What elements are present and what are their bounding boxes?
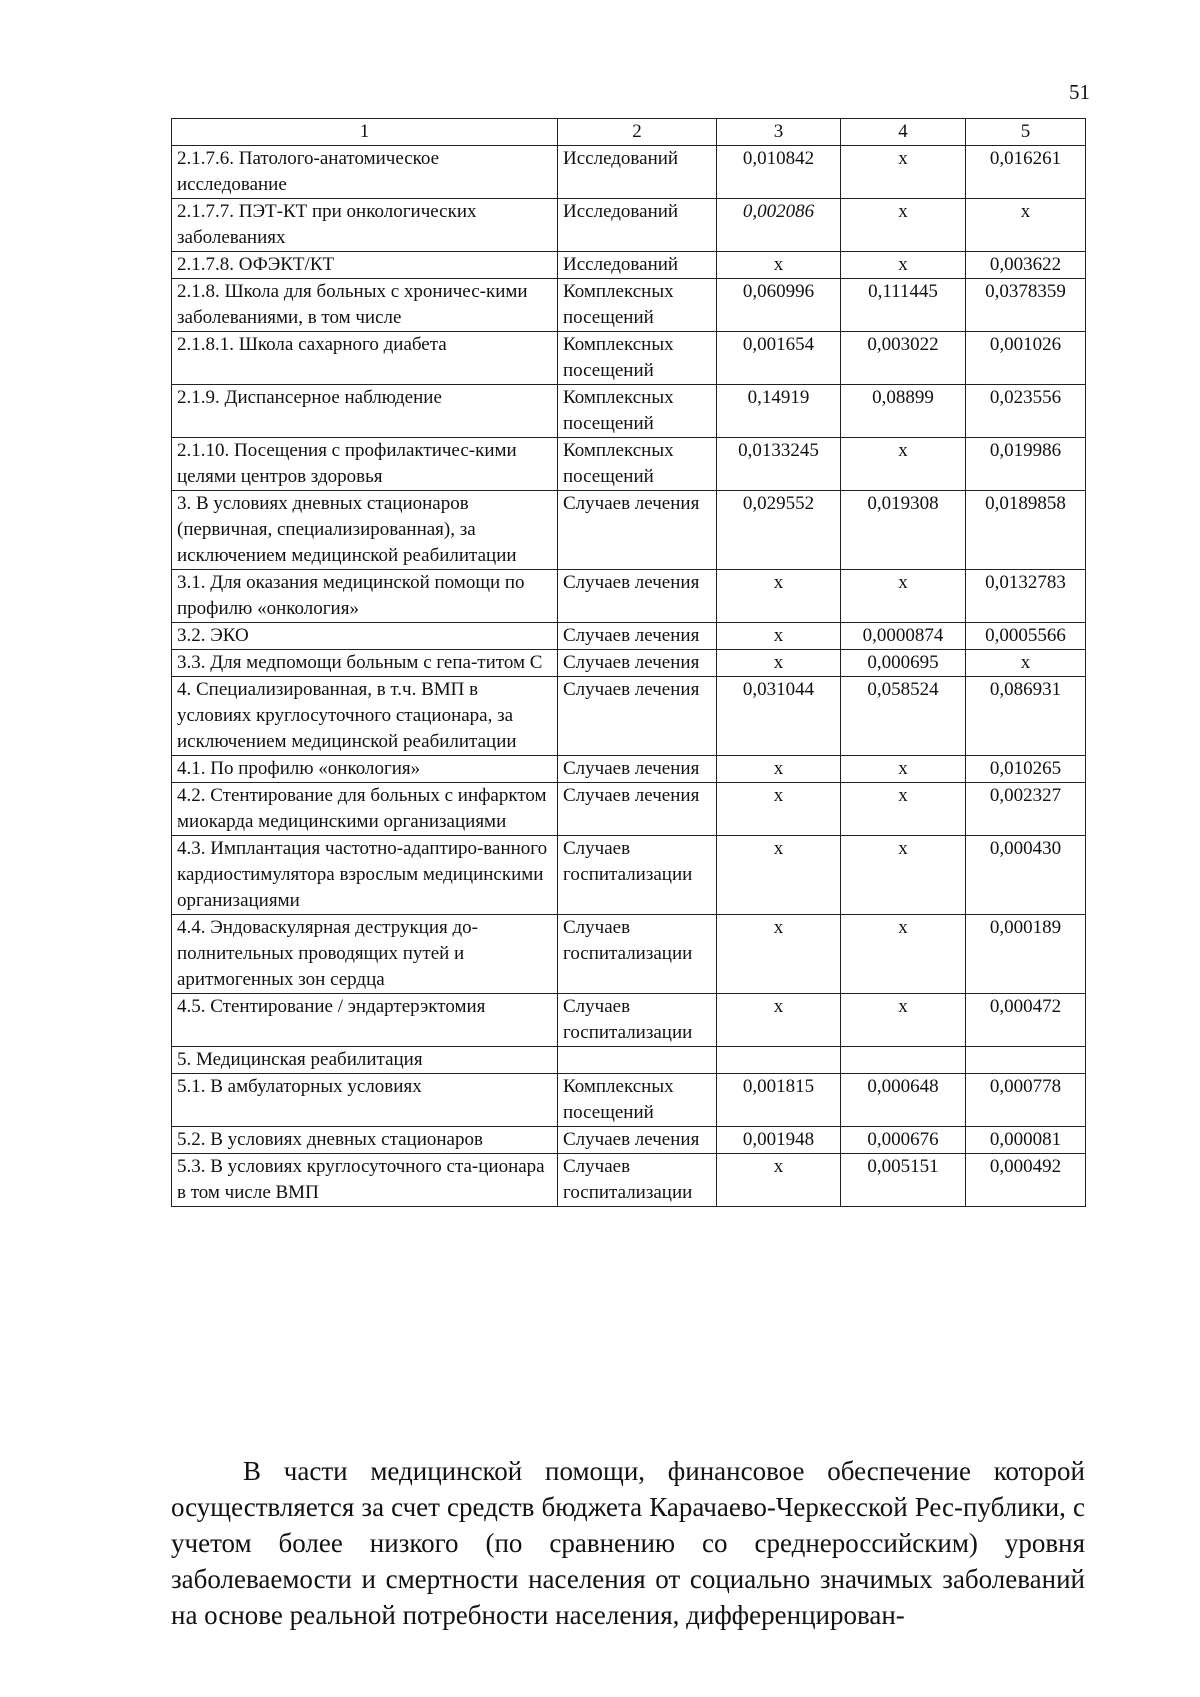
value-cell-5: 0,000081 — [966, 1127, 1086, 1154]
row-name-cell: 2.1.10. Посещения с профилактичес-кими целями центров здоровья — [172, 438, 558, 491]
value-cell-5: 0,023556 — [966, 385, 1086, 438]
value-cell-3: 0,010842 — [717, 146, 841, 199]
row-name-cell: 5.3. В условиях круглосуточного ста-ционара в том числе ВМП — [172, 1154, 558, 1207]
value-cell-5 — [966, 1047, 1086, 1074]
table-row — [172, 570, 1086, 623]
value-cell-5: х — [966, 650, 1086, 677]
value-cell-3: 0,0133245 — [717, 438, 841, 491]
table-row — [172, 332, 1086, 385]
row-name-cell: 3.1. Для оказания медицинской помощи по профилю «онкология» — [172, 570, 558, 623]
row-name-cell: 2.1.8.1. Школа сахарного диабета — [172, 332, 558, 385]
row-name-cell: 4. Специализированная, в т.ч. ВМП в условиях круглосуточного стационара, за исключением медицинской реабилитации — [172, 677, 558, 756]
row-name-cell: 3.3. Для медпомощи больным с гепа-титом С — [172, 650, 558, 677]
value-cell-4: х — [841, 915, 966, 994]
table-row — [172, 1154, 1086, 1207]
table-row — [172, 438, 1086, 491]
value-cell-5: 0,000189 — [966, 915, 1086, 994]
value-cell-3: 0,029552 — [717, 491, 841, 570]
table-row — [172, 146, 1086, 199]
unit-cell: Комплексных посещений — [558, 438, 717, 491]
unit-cell: Исследований — [558, 252, 717, 279]
value-cell-3: х — [717, 650, 841, 677]
value-cell-3: х — [717, 252, 841, 279]
value-cell-3: х — [717, 756, 841, 783]
value-cell-4: х — [841, 199, 966, 252]
unit-cell: Случаев лечения — [558, 623, 717, 650]
value-cell-5: 0,010265 — [966, 756, 1086, 783]
unit-cell: Случаев лечения — [558, 783, 717, 836]
value-cell-3: 0,001654 — [717, 332, 841, 385]
value-cell-3: х — [717, 1154, 841, 1207]
table-row — [172, 756, 1086, 783]
value-cell-5: 0,000492 — [966, 1154, 1086, 1207]
table-row — [172, 650, 1086, 677]
value-cell-4 — [841, 1047, 966, 1074]
value-cell-5: 0,0005566 — [966, 623, 1086, 650]
row-name-cell: 4.2. Стентирование для больных с инфарктом миокарда медицинскими организациями — [172, 783, 558, 836]
value-cell-4: х — [841, 146, 966, 199]
header-cell: 4 — [841, 119, 966, 146]
row-name-cell: 5. Медицинская реабилитация — [172, 1047, 558, 1074]
table-row — [172, 1074, 1086, 1127]
unit-cell: Комплексных посещений — [558, 279, 717, 332]
data-table — [171, 118, 1086, 1207]
unit-cell: Случаев госпитализации — [558, 1154, 717, 1207]
value-cell-4: 0,003022 — [841, 332, 966, 385]
value-cell-4: 0,000676 — [841, 1127, 966, 1154]
unit-cell: Случаев лечения — [558, 491, 717, 570]
row-name-cell: 4.4. Эндоваскулярная деструкция до-полнительных проводящих путей и аритмогенных зон сердца — [172, 915, 558, 994]
table-row — [172, 385, 1086, 438]
value-cell-4: 0,019308 — [841, 491, 966, 570]
table-row — [172, 783, 1086, 836]
table-row — [172, 1127, 1086, 1154]
value-cell-4: х — [841, 994, 966, 1047]
value-cell-4: х — [841, 756, 966, 783]
row-name-cell: 3.2. ЭКО — [172, 623, 558, 650]
value-cell-3: 0,001815 — [717, 1074, 841, 1127]
unit-cell: Комплексных посещений — [558, 332, 717, 385]
header-cell: 5 — [966, 119, 1086, 146]
value-cell-3: х — [717, 994, 841, 1047]
table-row — [172, 491, 1086, 570]
value-cell-5: 0,086931 — [966, 677, 1086, 756]
value-cell-4: 0,111445 — [841, 279, 966, 332]
table-row — [172, 915, 1086, 994]
value-cell-4: 0,000695 — [841, 650, 966, 677]
row-name-cell: 2.1.7.7. ПЭТ-КТ при онкологических заболеваниях — [172, 199, 558, 252]
value-cell-3: х — [717, 783, 841, 836]
value-cell-3: 0,001948 — [717, 1127, 841, 1154]
value-cell-4: 0,0000874 — [841, 623, 966, 650]
value-cell-5: 0,016261 — [966, 146, 1086, 199]
unit-cell: Случаев лечения — [558, 677, 717, 756]
value-cell-5: 0,000430 — [966, 836, 1086, 915]
value-cell-5: 0,002327 — [966, 783, 1086, 836]
value-cell-3: 0,14919 — [717, 385, 841, 438]
row-name-cell: 2.1.8. Школа для больных с хроничес-кими заболеваниями, в том числе — [172, 279, 558, 332]
table-row — [172, 279, 1086, 332]
row-name-cell: 4.5. Стентирование / эндартерэктомия — [172, 994, 558, 1047]
table-row — [172, 836, 1086, 915]
row-name-cell: 2.1.7.8. ОФЭКТ/КТ — [172, 252, 558, 279]
unit-cell: Случаев лечения — [558, 570, 717, 623]
value-cell-5: х — [966, 199, 1086, 252]
unit-cell: Комплексных посещений — [558, 1074, 717, 1127]
unit-cell: Случаев госпитализации — [558, 836, 717, 915]
value-cell-3: 0,002086 — [717, 199, 841, 252]
value-cell-4: х — [841, 252, 966, 279]
header-cell: 2 — [558, 119, 717, 146]
value-cell-5: 0,000472 — [966, 994, 1086, 1047]
value-cell-5: 0,0189858 — [966, 491, 1086, 570]
unit-cell: Исследований — [558, 199, 717, 252]
value-cell-4: 0,058524 — [841, 677, 966, 756]
row-name-cell: 4.1. По профилю «онкология» — [172, 756, 558, 783]
unit-cell: Случаев лечения — [558, 756, 717, 783]
value-cell-4: х — [841, 783, 966, 836]
value-cell-4: х — [841, 438, 966, 491]
value-cell-4: 0,08899 — [841, 385, 966, 438]
unit-cell: Исследований — [558, 146, 717, 199]
value-cell-4: х — [841, 836, 966, 915]
table-row — [172, 677, 1086, 756]
table-row — [172, 199, 1086, 252]
row-name-cell: 5.2. В условиях дневных стационаров — [172, 1127, 558, 1154]
value-cell-5: 0,0132783 — [966, 570, 1086, 623]
unit-cell: Случаев госпитализации — [558, 994, 717, 1047]
value-cell-3: х — [717, 836, 841, 915]
page-number: 51 — [1069, 80, 1090, 104]
unit-cell: Комплексных посещений — [558, 385, 717, 438]
header-cell: 3 — [717, 119, 841, 146]
value-cell-4: 0,000648 — [841, 1074, 966, 1127]
value-cell-4: х — [841, 570, 966, 623]
table-row — [172, 623, 1086, 650]
row-name-cell: 2.1.9. Диспансерное наблюдение — [172, 385, 558, 438]
unit-cell: Случаев лечения — [558, 650, 717, 677]
unit-cell: Случаев лечения — [558, 1127, 717, 1154]
table-header-row — [172, 119, 1086, 146]
value-cell-4: 0,005151 — [841, 1154, 966, 1207]
unit-cell — [558, 1047, 717, 1074]
row-name-cell: 3. В условиях дневных стационаров (первичная, специализированная), за исключением медицинской реабилитации — [172, 491, 558, 570]
row-name-cell: 4.3. Имплантация частотно-адаптиро-ванного кардиостимулятора взрослым медицинскими организациями — [172, 836, 558, 915]
value-cell-3 — [717, 1047, 841, 1074]
unit-cell: Случаев госпитализации — [558, 915, 717, 994]
value-cell-3: 0,060996 — [717, 279, 841, 332]
body-paragraph: В части медицинской помощи, финансовое обеспечение которой осуществляется за счет средств бюджета Карачаево-Черкесской Рес-публики, с учетом более низкого (по сравнению со среднероссийским) уровня заболеваемости и смертности населения от социально значимых заболеваний на основе реальной потребности населения, дифференцирован- — [171, 1456, 1085, 1630]
value-cell-5: 0,003622 — [966, 252, 1086, 279]
table-row — [172, 994, 1086, 1047]
row-name-cell: 5.1. В амбулаторных условиях — [172, 1074, 558, 1127]
header-cell: 1 — [172, 119, 558, 146]
value-cell-3: х — [717, 570, 841, 623]
table-row — [172, 252, 1086, 279]
row-name-cell: 2.1.7.6. Патолого-анатомическое исследование — [172, 146, 558, 199]
table-row — [172, 1047, 1086, 1074]
value-cell-5: 0,000778 — [966, 1074, 1086, 1127]
value-cell-3: х — [717, 915, 841, 994]
value-cell-5: 0,001026 — [966, 332, 1086, 385]
value-cell-5: 0,0378359 — [966, 279, 1086, 332]
value-cell-5: 0,019986 — [966, 438, 1086, 491]
value-cell-3: х — [717, 623, 841, 650]
value-cell-3: 0,031044 — [717, 677, 841, 756]
